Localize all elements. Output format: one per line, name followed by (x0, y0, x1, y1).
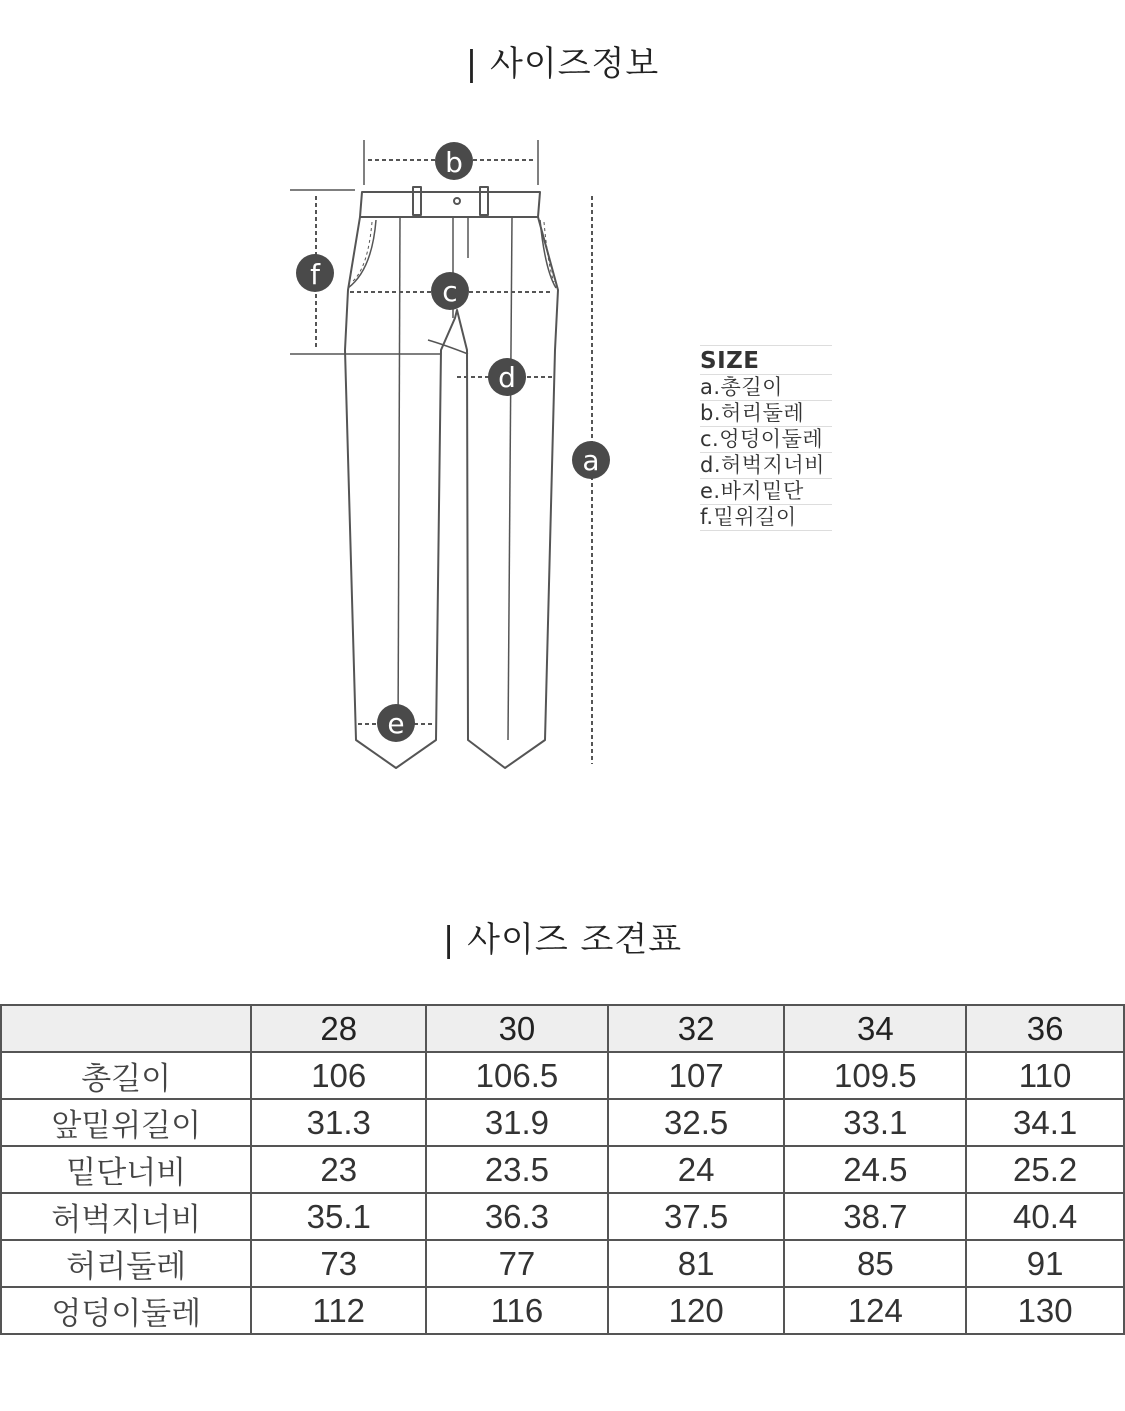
table-cell: 91 (966, 1240, 1124, 1287)
table-cell: 107 (608, 1052, 785, 1099)
table-cell: 37.5 (608, 1193, 785, 1240)
size-header: 36 (966, 1005, 1124, 1052)
marker-a (572, 441, 610, 479)
table-row (1, 1240, 1124, 1287)
table-cell: 106.5 (426, 1052, 608, 1099)
table-cell: 23 (251, 1146, 426, 1193)
table-cell: 116 (426, 1287, 608, 1334)
marker-e (377, 704, 415, 742)
marker-d (488, 358, 526, 396)
legend-item: b.허리둘레 (700, 400, 832, 426)
legend-item: f.밑위길이 (700, 504, 832, 531)
size-legend (700, 345, 832, 531)
table-cell: 120 (608, 1287, 785, 1334)
row-label: 총길이 (1, 1052, 251, 1099)
table-cell: 31.3 (251, 1099, 426, 1146)
table-cell: 38.7 (784, 1193, 966, 1240)
legend-title: SIZE (700, 345, 832, 374)
table-cell: 33.1 (784, 1099, 966, 1146)
table-cell: 81 (608, 1240, 785, 1287)
table-row (1, 1287, 1124, 1334)
table-cell: 110 (966, 1052, 1124, 1099)
table-cell: 24.5 (784, 1146, 966, 1193)
table-cell: 32.5 (608, 1099, 785, 1146)
table-cell: 34.1 (966, 1099, 1124, 1146)
size-header: 30 (426, 1005, 608, 1052)
corner-cell (1, 1005, 251, 1052)
table-cell: 24 (608, 1146, 785, 1193)
row-label: 밑단너비 (1, 1146, 251, 1193)
row-label: 허벅지너비 (1, 1193, 251, 1240)
legend-item: c.엉덩이둘레 (700, 426, 832, 452)
marker-b-label: b (445, 146, 463, 179)
table-cell: 73 (251, 1240, 426, 1287)
crease-right (508, 217, 512, 740)
table-cell: 112 (251, 1287, 426, 1334)
waist-button (454, 198, 460, 204)
table-row (1, 1052, 1124, 1099)
size-table-heading: | 사이즈 조견표 (442, 920, 683, 960)
table-cell: 109.5 (784, 1052, 966, 1099)
table-cell: 124 (784, 1287, 966, 1334)
table-cell: 35.1 (251, 1193, 426, 1240)
pocket-left (348, 220, 376, 288)
legend-item: a.총길이 (700, 374, 832, 400)
size-header: 32 (608, 1005, 785, 1052)
table-row (1, 1193, 1124, 1240)
size-header: 28 (251, 1005, 426, 1052)
table-cell: 40.4 (966, 1193, 1124, 1240)
legend-item: d.허벅지너비 (700, 452, 832, 478)
table-cell: 31.9 (426, 1099, 608, 1146)
marker-d-label: d (498, 361, 516, 394)
legend-item: e.바지밑단 (700, 478, 832, 504)
size-header-row (1, 1005, 1124, 1052)
table-cell: 77 (426, 1240, 608, 1287)
marker-b (435, 142, 473, 180)
table-cell: 85 (784, 1240, 966, 1287)
table-cell: 36.3 (426, 1193, 608, 1240)
row-label: 허리둘레 (1, 1240, 251, 1287)
size-info-heading: | 사이즈정보 (465, 44, 660, 84)
pants-measurement-diagram (280, 130, 640, 780)
table-cell: 106 (251, 1052, 426, 1099)
marker-a-label: a (582, 444, 600, 477)
marker-f-label: f (310, 258, 320, 291)
table-row (1, 1146, 1124, 1193)
waistband-outline (360, 192, 540, 217)
marker-c-label: c (442, 275, 458, 308)
marker-f (296, 254, 334, 292)
table-cell: 25.2 (966, 1146, 1124, 1193)
table-row (1, 1099, 1124, 1146)
size-header: 34 (784, 1005, 966, 1052)
crease-left (398, 217, 400, 740)
marker-c (431, 272, 469, 310)
table-cell: 23.5 (426, 1146, 608, 1193)
size-table (0, 1004, 1125, 1335)
marker-e-label: e (387, 707, 405, 740)
row-label: 앞밑위길이 (1, 1099, 251, 1146)
row-label: 엉덩이둘레 (1, 1287, 251, 1334)
table-cell: 130 (966, 1287, 1124, 1334)
